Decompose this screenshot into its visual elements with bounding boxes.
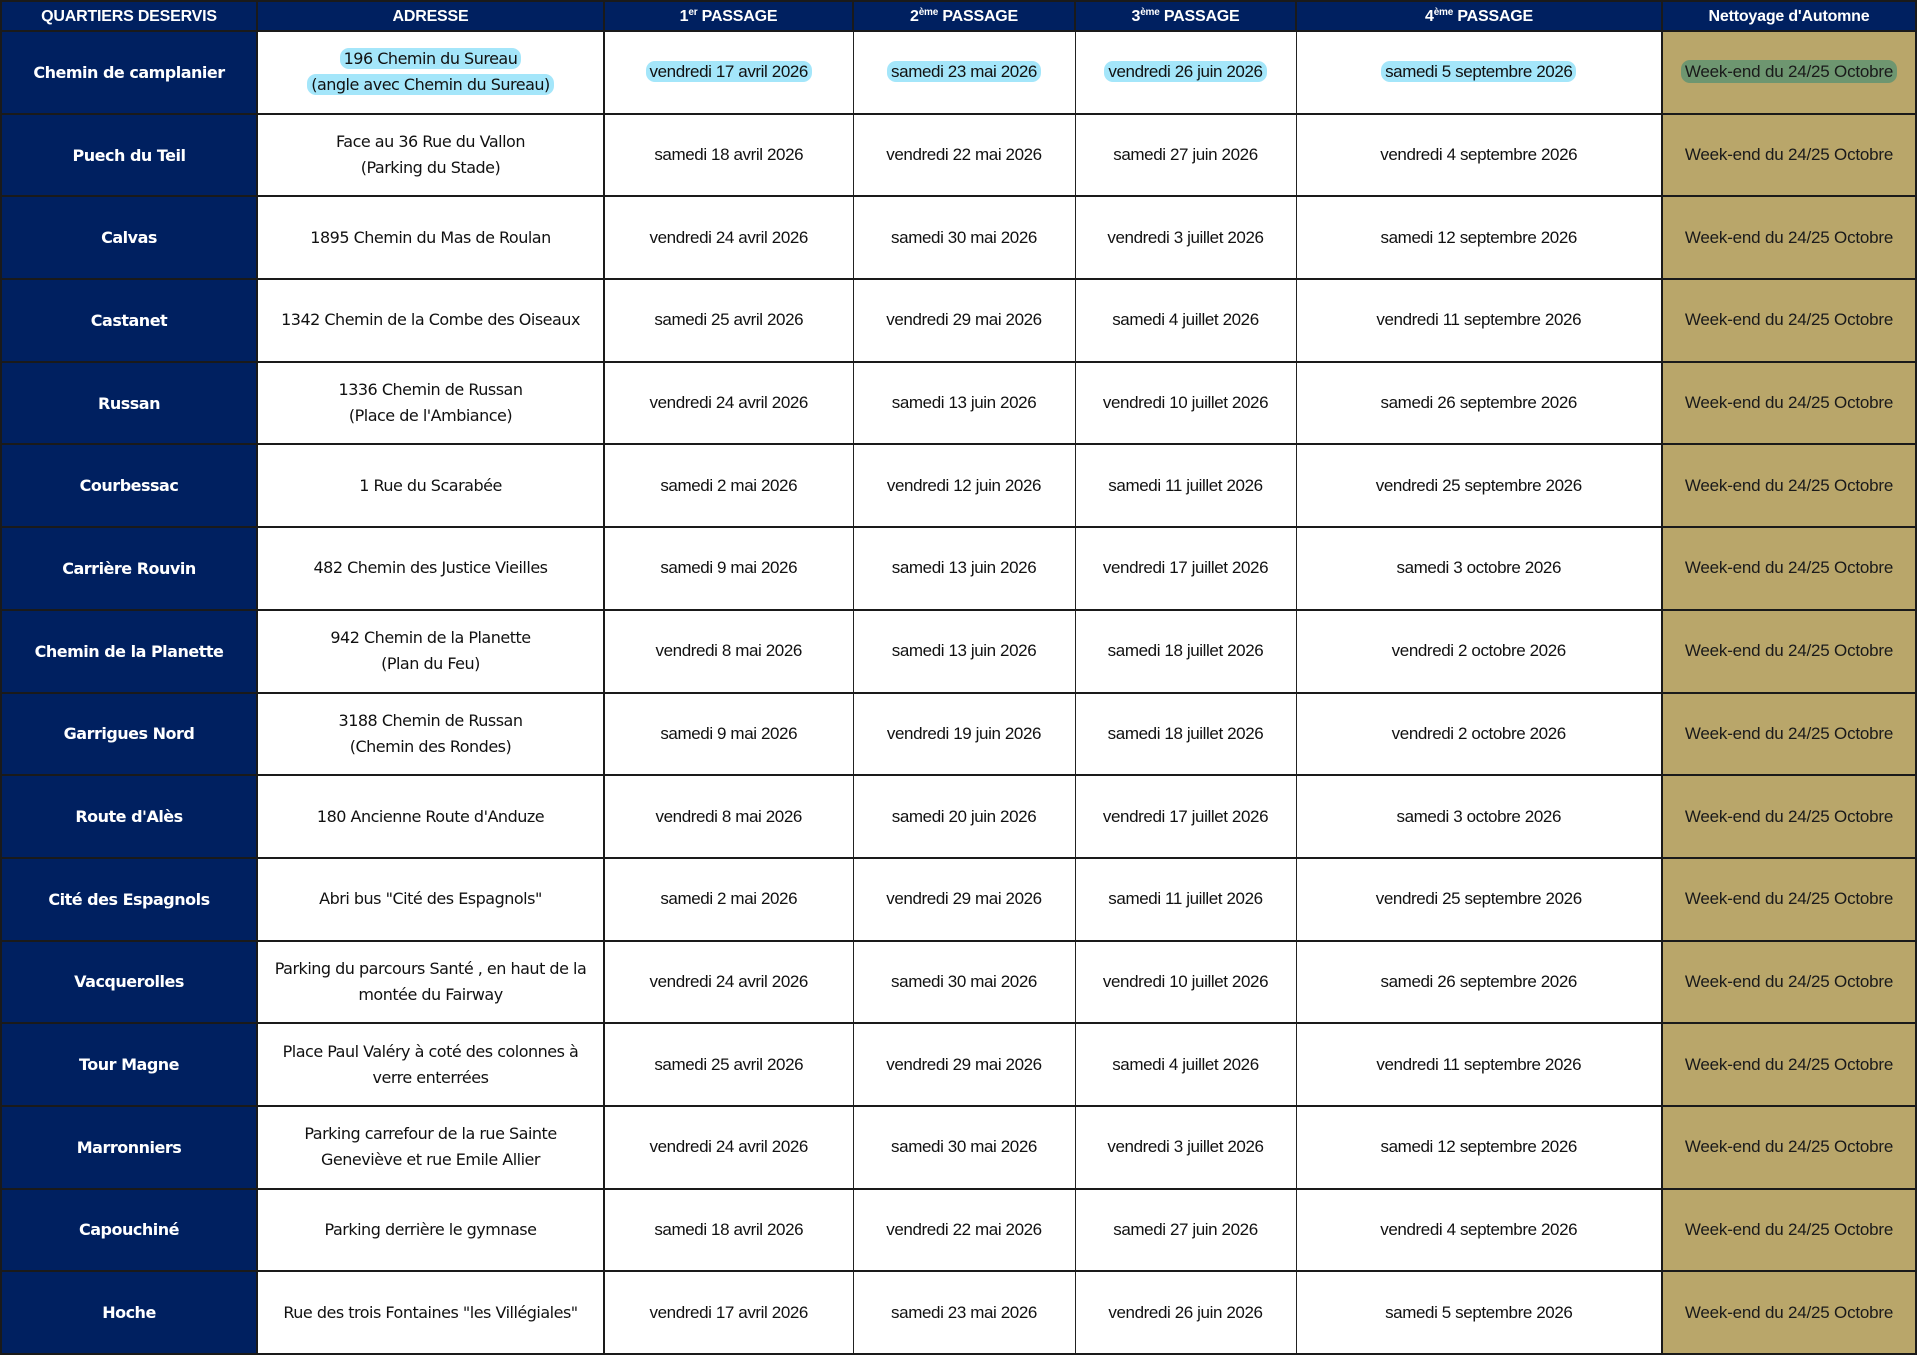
passage-date: samedi 11 juillet 2026 — [1108, 889, 1263, 909]
address-text — [262, 129, 599, 181]
header-passage-2: 2ème PASSAGE — [853, 1, 1075, 31]
cell-quartier[interactable] — [1, 1023, 257, 1106]
header-quartiers: QUARTIERS DESERVIS — [1, 1, 257, 31]
cell-passage-1[interactable] — [604, 279, 853, 362]
passage-date: vendredi 17 avril 2026 — [649, 1302, 808, 1322]
cell-passage-3[interactable] — [1075, 527, 1296, 610]
cell-passage-3[interactable] — [1075, 775, 1296, 858]
address-line-text: Rue des trois Fontaines "les Villégiales" — [283, 1302, 578, 1322]
cell-passage-3[interactable] — [1075, 1023, 1296, 1106]
address-line-text: verre enterrées — [372, 1067, 489, 1087]
cell-nettoyage[interactable] — [1662, 444, 1916, 527]
passage-date: samedi 13 juin 2026 — [891, 558, 1037, 578]
address-text — [262, 377, 599, 429]
passage-date: vendredi 4 septembre 2026 — [1380, 1219, 1578, 1239]
quartier-name: Cité des Espagnols — [48, 889, 210, 909]
cell-passage-3[interactable] — [1075, 693, 1296, 776]
cell-nettoyage[interactable] — [1662, 196, 1916, 279]
cell-passage-4[interactable] — [1296, 527, 1662, 610]
cell-quartier[interactable] — [1, 362, 257, 445]
passage-date: vendredi 12 juin 2026 — [886, 475, 1042, 495]
quartier-name: Hoche — [102, 1303, 156, 1323]
header-row — [1, 1, 1916, 31]
cell-passage-3[interactable] — [1075, 444, 1296, 527]
address-line — [262, 377, 599, 403]
passage-date: samedi 13 juin 2026 — [891, 641, 1037, 661]
quartier-name: Marronniers — [76, 1137, 182, 1157]
passage-date: samedi 2 mai 2026 — [660, 889, 798, 909]
quartier-name: Garrigues Nord — [63, 724, 195, 744]
table-row — [1, 444, 1916, 527]
address-line-text: (Parking du Stade) — [360, 158, 501, 178]
passage-date: vendredi 3 juillet 2026 — [1107, 227, 1264, 247]
cell-quartier[interactable] — [1, 941, 257, 1024]
quartier-name: Tour Magne — [78, 1055, 180, 1075]
passage-date: samedi 25 avril 2026 — [654, 310, 804, 330]
address-line-text: 196 Chemin du Sureau — [340, 48, 522, 69]
cell-passage-1[interactable] — [604, 1023, 853, 1106]
quartier-name: Puech du Teil — [72, 145, 186, 165]
cell-quartier[interactable] — [1, 31, 257, 114]
cell-adresse[interactable] — [257, 1271, 604, 1354]
cell-passage-3[interactable] — [1075, 196, 1296, 279]
passage-date: vendredi 22 mai 2026 — [886, 1219, 1042, 1239]
cell-passage-1[interactable] — [604, 1106, 853, 1189]
quartier-name: Route d'Alès — [75, 807, 183, 827]
address-line — [262, 982, 599, 1008]
address-line — [262, 804, 599, 830]
passage-date: vendredi 29 mai 2026 — [886, 1054, 1042, 1074]
cell-passage-1[interactable] — [604, 693, 853, 776]
table-row — [1, 1106, 1916, 1189]
quartier-name: Carrière Rouvin — [62, 558, 196, 578]
cell-passage-3[interactable] — [1075, 362, 1296, 445]
autumn-cleanup-date: Week-end du 24/25 Octobre — [1684, 475, 1894, 495]
cell-nettoyage[interactable] — [1662, 1023, 1916, 1106]
address-line-text: Geneviève et rue Emile Allier — [321, 1150, 540, 1170]
address-line — [262, 886, 599, 912]
cell-adresse[interactable] — [257, 610, 604, 693]
address-line — [262, 403, 599, 429]
cell-quartier[interactable] — [1, 693, 257, 776]
address-text — [262, 1300, 599, 1326]
cell-passage-2[interactable] — [853, 1271, 1075, 1354]
table-row — [1, 114, 1916, 197]
cell-passage-1[interactable] — [604, 196, 853, 279]
cell-adresse[interactable] — [257, 362, 604, 445]
cell-passage-4[interactable] — [1296, 31, 1662, 114]
autumn-cleanup-date: Week-end du 24/25 Octobre — [1684, 723, 1894, 743]
cell-passage-4[interactable] — [1296, 1106, 1662, 1189]
cell-nettoyage[interactable] — [1662, 279, 1916, 362]
address-line — [262, 72, 599, 98]
passage-date: samedi 12 septembre 2026 — [1380, 1137, 1577, 1157]
passage-date: vendredi 25 septembre 2026 — [1375, 475, 1582, 495]
address-line-text: 180 Ancienne Route d'Anduze — [316, 806, 545, 826]
address-line-text: 3188 Chemin de Russan — [338, 710, 523, 730]
passage-date: samedi 3 octobre 2026 — [1396, 558, 1562, 578]
cell-nettoyage[interactable] — [1662, 858, 1916, 941]
cell-nettoyage[interactable] — [1662, 1106, 1916, 1189]
address-line — [262, 1217, 599, 1243]
cell-passage-2[interactable] — [853, 1106, 1075, 1189]
address-line-text: 1 Rue du Scarabée — [359, 475, 502, 495]
passage-date: vendredi 10 juillet 2026 — [1102, 971, 1269, 991]
passage-date: vendredi 29 mai 2026 — [886, 889, 1042, 909]
passage-date: samedi 5 septembre 2026 — [1381, 61, 1576, 82]
table-row — [1, 1023, 1916, 1106]
address-text — [262, 804, 599, 830]
cell-passage-4[interactable] — [1296, 693, 1662, 776]
address-line — [262, 225, 599, 251]
address-line — [262, 1147, 599, 1173]
address-text — [262, 1121, 599, 1173]
cell-quartier[interactable] — [1, 527, 257, 610]
passage-date: vendredi 11 septembre 2026 — [1376, 1054, 1582, 1074]
header-adresse: ADRESSE — [257, 1, 604, 31]
address-line — [262, 473, 599, 499]
address-line — [262, 651, 599, 677]
autumn-cleanup-date: Week-end du 24/25 Octobre — [1684, 558, 1894, 578]
passage-date: vendredi 24 avril 2026 — [649, 971, 808, 991]
passage-date: samedi 9 mai 2026 — [660, 723, 798, 743]
table-row — [1, 693, 1916, 776]
passage-date: vendredi 17 avril 2026 — [646, 61, 812, 82]
header-passage-4: 4ème PASSAGE — [1296, 1, 1662, 31]
passage-date: vendredi 11 septembre 2026 — [1376, 310, 1582, 330]
table-row — [1, 775, 1916, 858]
autumn-cleanup-date: Week-end du 24/25 Octobre — [1684, 145, 1894, 165]
cell-passage-4[interactable] — [1296, 1271, 1662, 1354]
cell-nettoyage[interactable] — [1662, 693, 1916, 776]
autumn-cleanup-date: Week-end du 24/25 Octobre — [1681, 60, 1897, 83]
passage-date: samedi 30 mai 2026 — [891, 227, 1037, 247]
cell-passage-3[interactable] — [1075, 31, 1296, 114]
autumn-cleanup-date: Week-end du 24/25 Octobre — [1684, 227, 1894, 247]
cell-passage-1[interactable] — [604, 444, 853, 527]
cell-adresse[interactable] — [257, 527, 604, 610]
autumn-cleanup-date: Week-end du 24/25 Octobre — [1684, 1219, 1894, 1239]
cell-nettoyage[interactable] — [1662, 1189, 1916, 1272]
autumn-cleanup-date: Week-end du 24/25 Octobre — [1684, 1054, 1894, 1074]
table-row — [1, 196, 1916, 279]
cell-passage-4[interactable] — [1296, 775, 1662, 858]
passage-date: samedi 5 septembre 2026 — [1385, 1302, 1573, 1322]
cell-quartier[interactable] — [1, 1271, 257, 1354]
address-line-text: (Chemin des Rondes) — [349, 736, 512, 756]
table-row — [1, 1271, 1916, 1354]
cell-passage-4[interactable] — [1296, 114, 1662, 197]
address-text — [262, 225, 599, 251]
address-line-text: Place Paul Valéry à coté des colonnes à — [282, 1041, 579, 1061]
cell-passage-4[interactable] — [1296, 1189, 1662, 1272]
cell-adresse[interactable] — [257, 1023, 604, 1106]
cell-nettoyage[interactable] — [1662, 610, 1916, 693]
address-text — [262, 46, 599, 98]
address-line-text: 482 Chemin des Justice Vieilles — [313, 558, 548, 578]
cell-quartier[interactable] — [1, 775, 257, 858]
passage-date: vendredi 29 mai 2026 — [886, 310, 1042, 330]
cell-passage-1[interactable] — [604, 114, 853, 197]
cell-passage-1[interactable] — [604, 527, 853, 610]
address-text — [262, 1217, 599, 1243]
passage-date: vendredi 2 octobre 2026 — [1391, 723, 1566, 743]
cell-passage-3[interactable] — [1075, 610, 1296, 693]
address-line-text: (Plan du Feu) — [381, 654, 480, 674]
address-line — [262, 46, 599, 72]
quartier-name: Courbessac — [79, 476, 179, 496]
cell-passage-4[interactable] — [1296, 196, 1662, 279]
header-passage-3: 3ème PASSAGE — [1075, 1, 1296, 31]
passage-date: vendredi 2 octobre 2026 — [1391, 641, 1566, 661]
passage-date: samedi 26 septembre 2026 — [1380, 971, 1577, 991]
passage-date: samedi 3 octobre 2026 — [1396, 806, 1562, 826]
address-line-text: Face au 36 Rue du Vallon — [336, 132, 525, 152]
passage-date: vendredi 24 avril 2026 — [649, 227, 808, 247]
address-text — [262, 555, 599, 581]
cell-nettoyage[interactable] — [1662, 527, 1916, 610]
cell-adresse[interactable] — [257, 941, 604, 1024]
passage-date: vendredi 4 septembre 2026 — [1380, 145, 1578, 165]
cell-nettoyage[interactable] — [1662, 941, 1916, 1024]
cell-passage-1[interactable] — [604, 1271, 853, 1354]
passage-date: samedi 20 juin 2026 — [891, 806, 1037, 826]
autumn-cleanup-date: Week-end du 24/25 Octobre — [1684, 806, 1894, 826]
cell-passage-4[interactable] — [1296, 941, 1662, 1024]
cell-passage-2[interactable] — [853, 444, 1075, 527]
cell-quartier[interactable] — [1, 196, 257, 279]
table-row — [1, 858, 1916, 941]
address-line — [262, 734, 599, 760]
cell-passage-2[interactable] — [853, 610, 1075, 693]
quartier-name: Capouchiné — [79, 1220, 179, 1240]
cell-nettoyage[interactable] — [1662, 31, 1916, 114]
cell-quartier[interactable] — [1, 858, 257, 941]
cell-passage-3[interactable] — [1075, 858, 1296, 941]
cell-adresse[interactable] — [257, 279, 604, 362]
cell-passage-1[interactable] — [604, 610, 853, 693]
quartier-name: Russan — [98, 393, 160, 413]
quartier-name: Chemin de la Planette — [34, 641, 224, 661]
passage-date: samedi 25 avril 2026 — [654, 1054, 804, 1074]
cell-adresse[interactable] — [257, 1106, 604, 1189]
cell-quartier[interactable] — [1, 114, 257, 197]
cell-passage-4[interactable] — [1296, 362, 1662, 445]
passage-date: samedi 23 mai 2026 — [891, 1302, 1037, 1322]
passage-date: vendredi 24 avril 2026 — [649, 1137, 808, 1157]
passage-date: vendredi 25 septembre 2026 — [1375, 889, 1582, 909]
cell-passage-2[interactable] — [853, 196, 1075, 279]
cell-passage-2[interactable] — [853, 114, 1075, 197]
cell-passage-3[interactable] — [1075, 279, 1296, 362]
passage-date: samedi 4 juillet 2026 — [1112, 1054, 1259, 1074]
header-passage-1: 1er PASSAGE — [604, 1, 853, 31]
cell-passage-1[interactable] — [604, 31, 853, 114]
passage-date: samedi 9 mai 2026 — [660, 558, 798, 578]
passage-date: samedi 11 juillet 2026 — [1108, 475, 1263, 495]
autumn-cleanup-date: Week-end du 24/25 Octobre — [1684, 1302, 1894, 1322]
address-line — [262, 1300, 599, 1326]
passage-date: vendredi 26 juin 2026 — [1104, 61, 1266, 82]
address-line-text: Parking carrefour de la rue Sainte — [304, 1124, 557, 1144]
cell-nettoyage[interactable] — [1662, 362, 1916, 445]
address-line — [262, 555, 599, 581]
address-text — [262, 473, 599, 499]
address-line — [262, 625, 599, 651]
cell-adresse[interactable] — [257, 196, 604, 279]
cell-passage-1[interactable] — [604, 362, 853, 445]
cell-passage-2[interactable] — [853, 858, 1075, 941]
quartier-name: Castanet — [90, 310, 168, 330]
cell-passage-2[interactable] — [853, 527, 1075, 610]
address-text — [262, 1039, 599, 1091]
cell-passage-3[interactable] — [1075, 114, 1296, 197]
table-row — [1, 1189, 1916, 1272]
autumn-cleanup-date: Week-end du 24/25 Octobre — [1684, 889, 1894, 909]
passage-date: vendredi 22 mai 2026 — [886, 145, 1042, 165]
address-line-text: 1336 Chemin de Russan — [338, 380, 523, 400]
address-line-text: (Place de l'Ambiance) — [348, 406, 513, 426]
address-line-text: 1895 Chemin du Mas de Roulan — [310, 227, 551, 247]
cell-passage-2[interactable] — [853, 941, 1075, 1024]
address-line-text: Parking derrière le gymnase — [324, 1219, 537, 1239]
cell-passage-2[interactable] — [853, 31, 1075, 114]
cell-adresse[interactable] — [257, 444, 604, 527]
cell-nettoyage[interactable] — [1662, 114, 1916, 197]
address-line — [262, 1065, 599, 1091]
cell-passage-3[interactable] — [1075, 1106, 1296, 1189]
passage-date: samedi 2 mai 2026 — [660, 475, 798, 495]
table-row — [1, 527, 1916, 610]
cell-quartier[interactable] — [1, 444, 257, 527]
passage-date: samedi 27 juin 2026 — [1113, 1219, 1258, 1239]
passage-date: samedi 13 juin 2026 — [891, 393, 1037, 413]
cell-passage-4[interactable] — [1296, 858, 1662, 941]
cell-adresse[interactable] — [257, 858, 604, 941]
autumn-cleanup-date: Week-end du 24/25 Octobre — [1684, 641, 1894, 661]
cell-passage-3[interactable] — [1075, 1271, 1296, 1354]
passage-date: vendredi 26 juin 2026 — [1108, 1302, 1263, 1322]
cell-passage-4[interactable] — [1296, 610, 1662, 693]
passage-date: samedi 12 septembre 2026 — [1380, 227, 1577, 247]
cell-passage-2[interactable] — [853, 362, 1075, 445]
header-nettoyage: Nettoyage d'Automne — [1662, 1, 1916, 31]
cell-quartier[interactable] — [1, 610, 257, 693]
quartier-name: Vacquerolles — [74, 972, 184, 992]
address-line — [262, 1121, 599, 1147]
cell-passage-1[interactable] — [604, 775, 853, 858]
passage-date: samedi 23 mai 2026 — [887, 61, 1041, 82]
cell-quartier[interactable] — [1, 279, 257, 362]
cell-passage-4[interactable] — [1296, 1023, 1662, 1106]
passage-date: samedi 4 juillet 2026 — [1112, 310, 1259, 330]
passage-date: samedi 26 septembre 2026 — [1380, 393, 1577, 413]
cell-adresse[interactable] — [257, 693, 604, 776]
passage-date: samedi 18 juillet 2026 — [1107, 723, 1264, 743]
passage-date: samedi 18 avril 2026 — [654, 1219, 804, 1239]
passage-date: vendredi 17 juillet 2026 — [1102, 806, 1269, 826]
passage-date: samedi 18 juillet 2026 — [1107, 641, 1264, 661]
passage-date: samedi 30 mai 2026 — [891, 971, 1037, 991]
address-line-text: Abri bus "Cité des Espagnols" — [319, 889, 542, 909]
cell-passage-4[interactable] — [1296, 444, 1662, 527]
cell-passage-4[interactable] — [1296, 279, 1662, 362]
address-text — [262, 956, 599, 1008]
table-row — [1, 610, 1916, 693]
address-line-text: (angle avec Chemin du Sureau) — [307, 74, 554, 95]
cell-passage-2[interactable] — [853, 693, 1075, 776]
address-line-text: 1342 Chemin de la Combe des Oiseaux — [281, 310, 580, 330]
passage-date: vendredi 3 juillet 2026 — [1107, 1137, 1264, 1157]
cell-passage-1[interactable] — [604, 858, 853, 941]
cell-adresse[interactable] — [257, 114, 604, 197]
cell-adresse[interactable] — [257, 1189, 604, 1272]
passage-date: vendredi 10 juillet 2026 — [1102, 393, 1269, 413]
table-row — [1, 31, 1916, 114]
table-row — [1, 941, 1916, 1024]
address-line-text: Parking du parcours Santé , en haut de la — [274, 958, 587, 978]
cell-adresse[interactable] — [257, 775, 604, 858]
address-text — [262, 708, 599, 760]
address-line — [262, 1039, 599, 1065]
cell-quartier[interactable] — [1, 1106, 257, 1189]
passage-date: samedi 27 juin 2026 — [1113, 145, 1258, 165]
address-text — [262, 886, 599, 912]
cell-passage-2[interactable] — [853, 775, 1075, 858]
address-line-text: montée du Fairway — [358, 984, 503, 1004]
autumn-cleanup-date: Week-end du 24/25 Octobre — [1684, 1137, 1894, 1157]
autumn-cleanup-date: Week-end du 24/25 Octobre — [1684, 971, 1894, 991]
passage-date: vendredi 8 mai 2026 — [655, 806, 802, 826]
cell-adresse[interactable] — [257, 31, 604, 114]
passage-date: samedi 18 avril 2026 — [654, 145, 804, 165]
cell-passage-2[interactable] — [853, 1023, 1075, 1106]
address-line — [262, 956, 599, 982]
cell-passage-1[interactable] — [604, 1189, 853, 1272]
address-line — [262, 708, 599, 734]
autumn-cleanup-date: Week-end du 24/25 Octobre — [1684, 393, 1894, 413]
cell-passage-2[interactable] — [853, 279, 1075, 362]
address-line — [262, 155, 599, 181]
address-line-text: 942 Chemin de la Planette — [330, 628, 531, 648]
passage-date: samedi 30 mai 2026 — [891, 1137, 1037, 1157]
address-line — [262, 129, 599, 155]
address-text — [262, 625, 599, 677]
cell-nettoyage[interactable] — [1662, 775, 1916, 858]
cell-quartier[interactable] — [1, 1189, 257, 1272]
autumn-cleanup-date: Week-end du 24/25 Octobre — [1684, 310, 1894, 330]
cell-passage-3[interactable] — [1075, 1189, 1296, 1272]
address-line — [262, 307, 599, 333]
quartier-name: Chemin de camplanier — [33, 62, 225, 82]
passage-date: vendredi 17 juillet 2026 — [1102, 558, 1269, 578]
cell-passage-2[interactable] — [853, 1189, 1075, 1272]
address-text — [262, 307, 599, 333]
passage-date: vendredi 24 avril 2026 — [649, 393, 808, 413]
cell-nettoyage[interactable] — [1662, 1271, 1916, 1354]
cell-passage-1[interactable] — [604, 941, 853, 1024]
table-row — [1, 279, 1916, 362]
passage-date: vendredi 19 juin 2026 — [886, 723, 1042, 743]
passage-date: vendredi 8 mai 2026 — [655, 641, 802, 661]
table-row — [1, 362, 1916, 445]
cell-passage-3[interactable] — [1075, 941, 1296, 1024]
quartier-name: Calvas — [101, 228, 157, 248]
